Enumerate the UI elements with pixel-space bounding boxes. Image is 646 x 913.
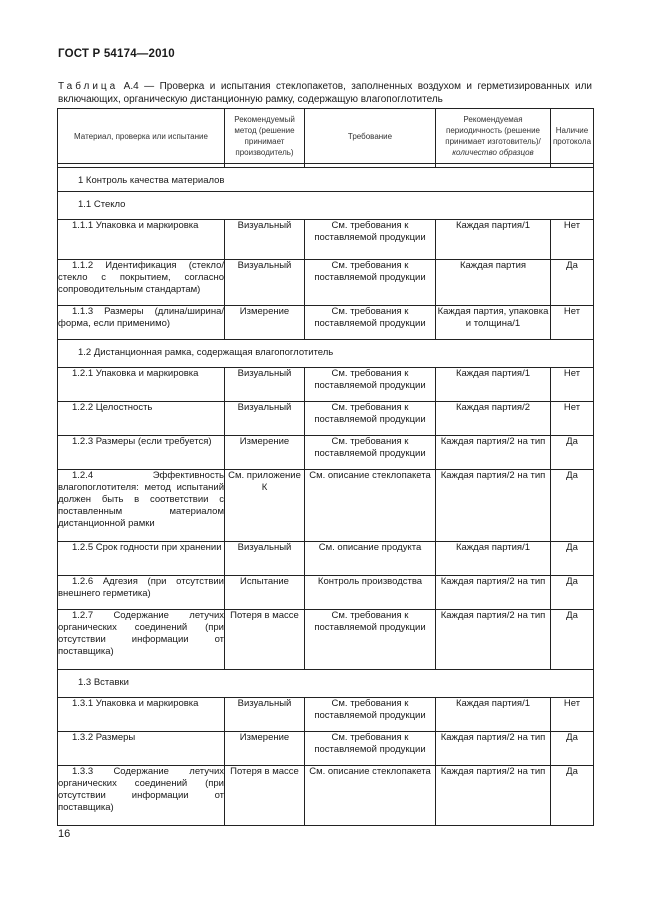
requirement-cell: См. описание продукта	[305, 542, 436, 576]
material-cell	[58, 576, 225, 610]
method-cell: Визуальный	[225, 220, 305, 260]
section-title: 1.1 Стекло	[58, 192, 594, 220]
material-text: 1.2.1 Упаковка и маркировка	[72, 368, 199, 379]
method-cell: Потеря в массе	[225, 610, 305, 670]
table-row	[58, 368, 594, 402]
material-text: 1.1.2 Идентификация (стекло/стекло с покрытием, согласно сопроводительным стандартам)	[58, 260, 224, 295]
method-cell: Визуальный	[225, 402, 305, 436]
col-header-material: Материал, проверка или испытание	[58, 109, 225, 164]
material-text: 1.3.3 Содержание летучих органических соединений (при отсутствии информации от поставщика)	[58, 766, 224, 813]
section-title: 1 Контроль качества материалов	[58, 168, 594, 192]
frequency-cell: Каждая партия/2 на тип	[436, 576, 551, 610]
requirement-cell: См. требования к поставляемой продукции	[305, 436, 436, 470]
method-cell: См. приложение К	[225, 470, 305, 542]
protocol-cell: Да	[551, 766, 594, 826]
section-row	[58, 670, 594, 698]
table-row	[58, 732, 594, 766]
method-cell: Измерение	[225, 306, 305, 340]
material-cell	[58, 436, 225, 470]
requirement-cell: См. требования к поставляемой продукции	[305, 368, 436, 402]
section-title: 1.2 Дистанционная рамка, содержащая влагопоглотитель	[58, 340, 594, 368]
protocol-cell: Да	[551, 542, 594, 576]
requirement-cell: См. требования к поставляемой продукции	[305, 698, 436, 732]
material-text: 1.2.7 Содержание летучих органических соединений (при отсутствии информации от поставщика)	[58, 610, 224, 657]
requirement-cell: См. требования к поставляемой продукции	[305, 220, 436, 260]
requirement-cell: См. требования к поставляемой продукции	[305, 402, 436, 436]
requirement-cell: См. описание стеклопакета	[305, 470, 436, 542]
material-cell	[58, 368, 225, 402]
requirement-cell: См. требования к поставляемой продукции	[305, 732, 436, 766]
table-row	[58, 220, 594, 260]
method-cell: Визуальный	[225, 542, 305, 576]
material-text: 1.3.1 Упаковка и маркировка	[72, 698, 199, 709]
frequency-cell: Каждая партия/1	[436, 698, 551, 732]
material-text: 1.2.2 Целостность	[72, 402, 153, 413]
method-cell: Испытание	[225, 576, 305, 610]
material-cell	[58, 220, 225, 260]
test-table	[57, 108, 594, 826]
col-header-protocol: Наличие протокола	[551, 109, 594, 164]
method-cell: Измерение	[225, 436, 305, 470]
table-row	[58, 260, 594, 306]
material-cell	[58, 470, 225, 542]
frequency-cell: Каждая партия/1	[436, 368, 551, 402]
method-cell: Визуальный	[225, 260, 305, 306]
table-row	[58, 470, 594, 542]
col-header-frequency-italic: количество образцов	[452, 148, 534, 157]
section-title: 1.3 Вставки	[58, 670, 594, 698]
material-text: 1.2.4 Эффективность влагопоглотителя: метод испытаний должен быть в соответствии с поставленным материалом дистанционной рамки	[58, 470, 224, 529]
material-cell	[58, 542, 225, 576]
table-row	[58, 698, 594, 732]
frequency-cell: Каждая партия/1	[436, 220, 551, 260]
table-row	[58, 402, 594, 436]
table-header-row	[58, 109, 594, 164]
material-cell	[58, 610, 225, 670]
frequency-cell: Каждая партия/2 на тип	[436, 732, 551, 766]
material-text: 1.2.3 Размеры (если требуется)	[72, 436, 212, 447]
protocol-cell: Нет	[551, 220, 594, 260]
protocol-cell: Нет	[551, 306, 594, 340]
frequency-cell: Каждая партия/2 на тип	[436, 436, 551, 470]
method-cell: Визуальный	[225, 698, 305, 732]
requirement-cell: Контроль производства	[305, 576, 436, 610]
table-body	[58, 164, 594, 826]
section-row	[58, 192, 594, 220]
protocol-cell: Да	[551, 260, 594, 306]
frequency-cell: Каждая партия, упаковка и толщина/1	[436, 306, 551, 340]
table-row	[58, 436, 594, 470]
section-row	[58, 340, 594, 368]
table-row	[58, 542, 594, 576]
protocol-cell: Нет	[551, 368, 594, 402]
table-caption-text: А.4 — Проверка и испытания стеклопакетов, заполненных воздухом и герметизированных или включающих, органическую дистанционную рамку, содержащую влагопоглотитель	[58, 81, 592, 105]
material-cell	[58, 766, 225, 826]
table-caption	[58, 80, 592, 106]
table-row	[58, 576, 594, 610]
method-cell: Измерение	[225, 732, 305, 766]
table-row	[58, 306, 594, 340]
frequency-cell: Каждая партия	[436, 260, 551, 306]
method-cell: Визуальный	[225, 368, 305, 402]
requirement-cell: См. требования к поставляемой продукции	[305, 260, 436, 306]
method-cell: Потеря в массе	[225, 766, 305, 826]
frequency-cell: Каждая партия/2 на тип	[436, 766, 551, 826]
requirement-cell: См. требования к поставляемой продукции	[305, 610, 436, 670]
table-row	[58, 610, 594, 670]
section-row	[58, 168, 594, 192]
col-header-method: Рекомендуемый метод (решение принимает производитель)	[225, 109, 305, 164]
material-text: 1.2.6 Адгезия (при отсутствии внешнего герметика)	[58, 576, 224, 599]
frequency-cell: Каждая партия/2 на тип	[436, 470, 551, 542]
frequency-cell: Каждая партия/2	[436, 402, 551, 436]
document-id: ГОСТ Р 54174—2010	[58, 48, 175, 60]
table-row	[58, 766, 594, 826]
protocol-cell: Да	[551, 436, 594, 470]
protocol-cell: Нет	[551, 698, 594, 732]
protocol-cell: Нет	[551, 402, 594, 436]
material-cell	[58, 306, 225, 340]
material-text: 1.3.2 Размеры	[72, 732, 136, 743]
material-text: 1.1.1 Упаковка и маркировка	[72, 220, 199, 231]
material-cell	[58, 698, 225, 732]
protocol-cell: Да	[551, 732, 594, 766]
material-text: 1.2.5 Срок годности при хранении	[72, 542, 222, 553]
page-number: 16	[58, 828, 71, 840]
col-header-requirement: Требование	[305, 109, 436, 164]
requirement-cell: См. описание стеклопакета	[305, 766, 436, 826]
protocol-cell: Да	[551, 576, 594, 610]
material-cell	[58, 732, 225, 766]
material-cell	[58, 402, 225, 436]
material-text: 1.1.3 Размеры (длина/ширина/форма, если применимо)	[58, 306, 224, 329]
requirement-cell: См. требования к поставляемой продукции	[305, 306, 436, 340]
material-cell	[58, 260, 225, 306]
table-caption-label: Таблица	[58, 81, 119, 92]
frequency-cell: Каждая партия/2 на тип	[436, 610, 551, 670]
protocol-cell: Да	[551, 610, 594, 670]
col-header-frequency	[436, 109, 551, 164]
protocol-cell: Да	[551, 470, 594, 542]
frequency-cell: Каждая партия/1	[436, 542, 551, 576]
col-header-frequency-text: Рекомендуемая периодичность (решение принимает изготовитель)/	[445, 115, 541, 146]
